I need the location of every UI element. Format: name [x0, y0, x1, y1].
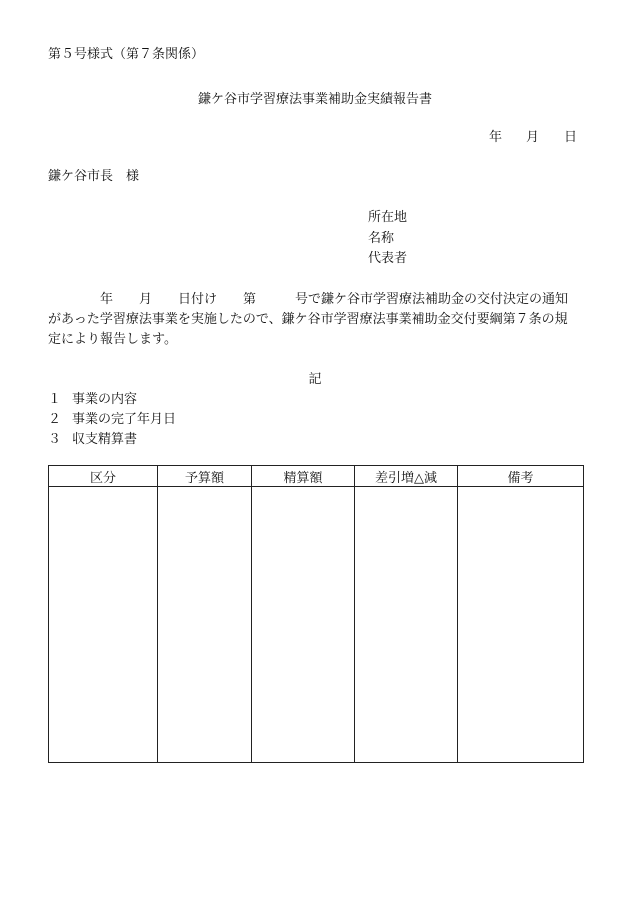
ki-heading: 記 — [308, 372, 322, 387]
date-year: 年 — [489, 130, 503, 145]
item-number: ３ — [48, 432, 62, 447]
cell-budget[interactable] — [158, 487, 252, 763]
date-day: 日 — [564, 130, 578, 145]
report-body — [48, 290, 586, 350]
applicant-address-label: 所在地 — [368, 210, 408, 225]
document-title: 鎌ケ谷市学習療法事業補助金実績報告書 — [197, 92, 432, 107]
body-line-1: 年 月 日付け 第 号で鎌ケ谷市学習療法補助金の交付決定の通知 — [48, 292, 569, 307]
list-item — [48, 390, 176, 410]
cell-remarks[interactable] — [458, 487, 584, 763]
date-line — [489, 131, 577, 144]
table-header-row — [49, 466, 584, 487]
list-item — [48, 410, 176, 430]
item-label: 収支精算書 — [72, 432, 138, 447]
body-line-2: があった学習療法事業を実施したので、鎌ケ谷市学習療法事業補助金交付要綱第７条の規 — [48, 312, 568, 327]
header-category: 区分 — [49, 466, 158, 487]
settlement-table — [48, 465, 584, 763]
header-difference: 差引増△減 — [355, 466, 458, 487]
cell-category[interactable] — [49, 487, 158, 763]
body-line-3: 定により報告します。 — [48, 332, 177, 347]
item-list — [48, 390, 176, 450]
list-item — [48, 430, 176, 450]
addressee: 鎌ケ谷市長 様 — [48, 169, 140, 184]
header-remarks: 備考 — [458, 466, 584, 487]
applicant-name-label: 名称 — [368, 231, 395, 246]
item-label: 事業の完了年月日 — [72, 412, 177, 427]
table-row — [49, 487, 584, 763]
form-number: 第５号様式（第７条関係） — [48, 47, 205, 62]
header-budget: 予算額 — [158, 466, 252, 487]
applicant-representative-label: 代表者 — [368, 251, 408, 266]
item-label: 事業の内容 — [72, 392, 138, 407]
cell-settled[interactable] — [252, 487, 355, 763]
item-number: １ — [48, 392, 62, 407]
date-month: 月 — [526, 130, 540, 145]
cell-difference[interactable] — [355, 487, 458, 763]
header-settled: 精算額 — [252, 466, 355, 487]
item-number: ２ — [48, 412, 62, 427]
